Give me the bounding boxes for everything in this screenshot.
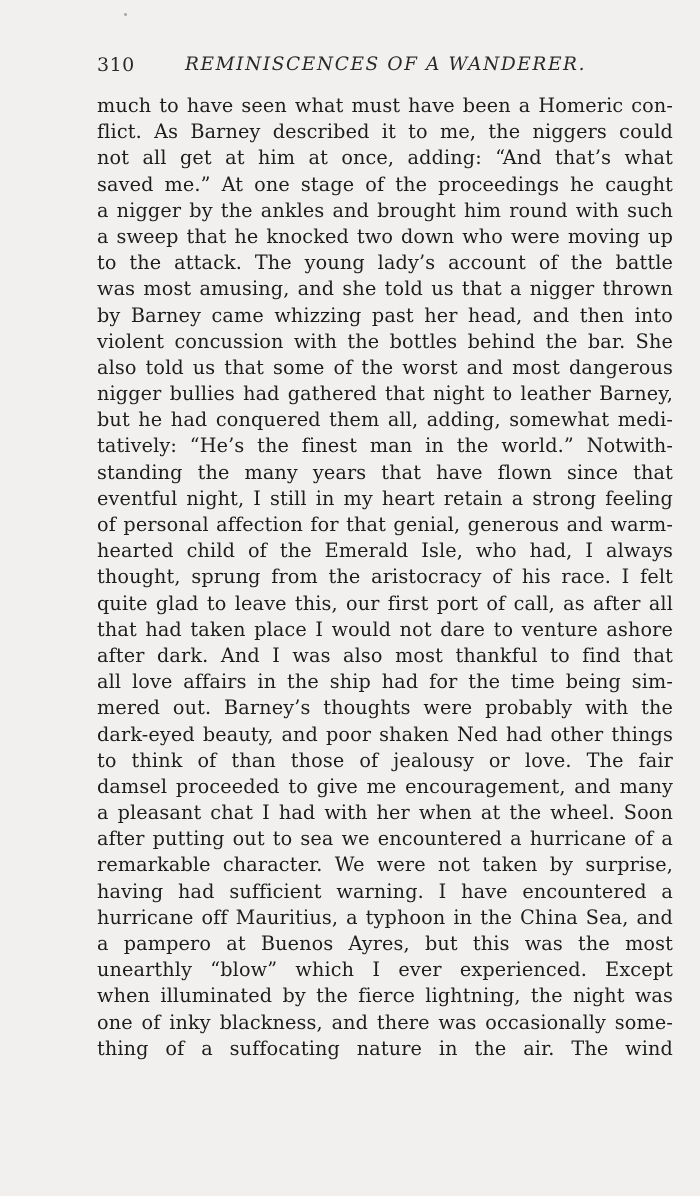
text-line: having had sufficient warning. I have encountered a	[97, 879, 673, 903]
text-line: damsel proceeded to give me encouragement, and many	[97, 774, 673, 798]
text-line: after putting out to sea we encountered a hurricane of a	[97, 827, 673, 851]
text-line: when illuminated by the fierce lightning, the night was	[97, 984, 673, 1008]
print-speck	[124, 13, 127, 16]
body-text	[97, 93, 673, 1062]
text-line: saved me.” At one stage of the proceedings he caught	[97, 172, 673, 196]
text-line: tatively: “He’s the finest man in the world.” Notwith-	[97, 434, 673, 458]
text-line: was most amusing, and she told us that a nigger thrown	[97, 277, 673, 301]
text-line: unearthly “blow” which I ever experienced. Except	[97, 958, 673, 982]
text-line: to the attack. The young lady’s account of the battle	[97, 251, 673, 275]
text-line: remarkable character. We were not taken by surprise,	[97, 853, 673, 877]
text-line: to think of than those of jealousy or love. The fair	[97, 748, 673, 772]
text-line: by Barney came whizzing past her head, and then into	[97, 303, 673, 327]
text-line: after dark. And I was also most thankful to find that	[97, 643, 673, 667]
page-header	[97, 54, 673, 80]
text-line: a pleasant chat I had with her when at the wheel. Soon	[97, 801, 673, 825]
text-line: that had taken place I would not dare to venture ashore	[97, 617, 673, 641]
text-line: a nigger by the ankles and brought him round with such	[97, 198, 673, 222]
text-line: a sweep that he knocked two down who were moving up	[97, 224, 673, 248]
running-head: REMINISCENCES OF A WANDERER.	[185, 54, 587, 75]
page-number: 310	[97, 54, 135, 76]
text-line: hearted child of the Emerald Isle, who had, I always	[97, 539, 673, 563]
text-line: mered out. Barney’s thoughts were probably with the	[97, 696, 673, 720]
text-line: one of inky blackness, and there was occasionally some-	[97, 1010, 673, 1034]
text-line: thought, sprung from the aristocracy of his race. I felt	[97, 565, 673, 589]
text-line: eventful night, I still in my heart retain a strong feeling	[97, 486, 673, 510]
text-line: but he had conquered them all, adding, somewhat medi-	[97, 408, 673, 432]
text-line: violent concussion with the bottles behind the bar. She	[97, 329, 673, 353]
text-line: dark-eyed beauty, and poor shaken Ned had other things	[97, 722, 673, 746]
text-line: quite glad to leave this, our first port of call, as after all	[97, 591, 673, 615]
text-line: thing of a suffocating nature in the air. The wind	[97, 1036, 673, 1060]
text-line: flict. As Barney described it to me, the niggers could	[97, 120, 673, 144]
text-line: a pampero at Buenos Ayres, but this was the most	[97, 932, 673, 955]
text-line: also told us that some of the worst and most dangerous	[97, 355, 673, 379]
text-line: hurricane off Mauritius, a typhoon in the China Sea, and	[97, 905, 673, 929]
text-line: nigger bullies had gathered that night to leather Barney,	[97, 382, 673, 406]
text-line: standing the many years that have flown since that	[97, 460, 673, 484]
text-line: not all get at him at once, adding: “And that’s what	[97, 146, 673, 170]
text-line: much to have seen what must have been a Homeric con-	[97, 94, 673, 117]
text-line: all love affairs in the ship had for the time being sim-	[97, 670, 673, 694]
text-line: of personal affection for that genial, generous and warm-	[97, 513, 673, 536]
